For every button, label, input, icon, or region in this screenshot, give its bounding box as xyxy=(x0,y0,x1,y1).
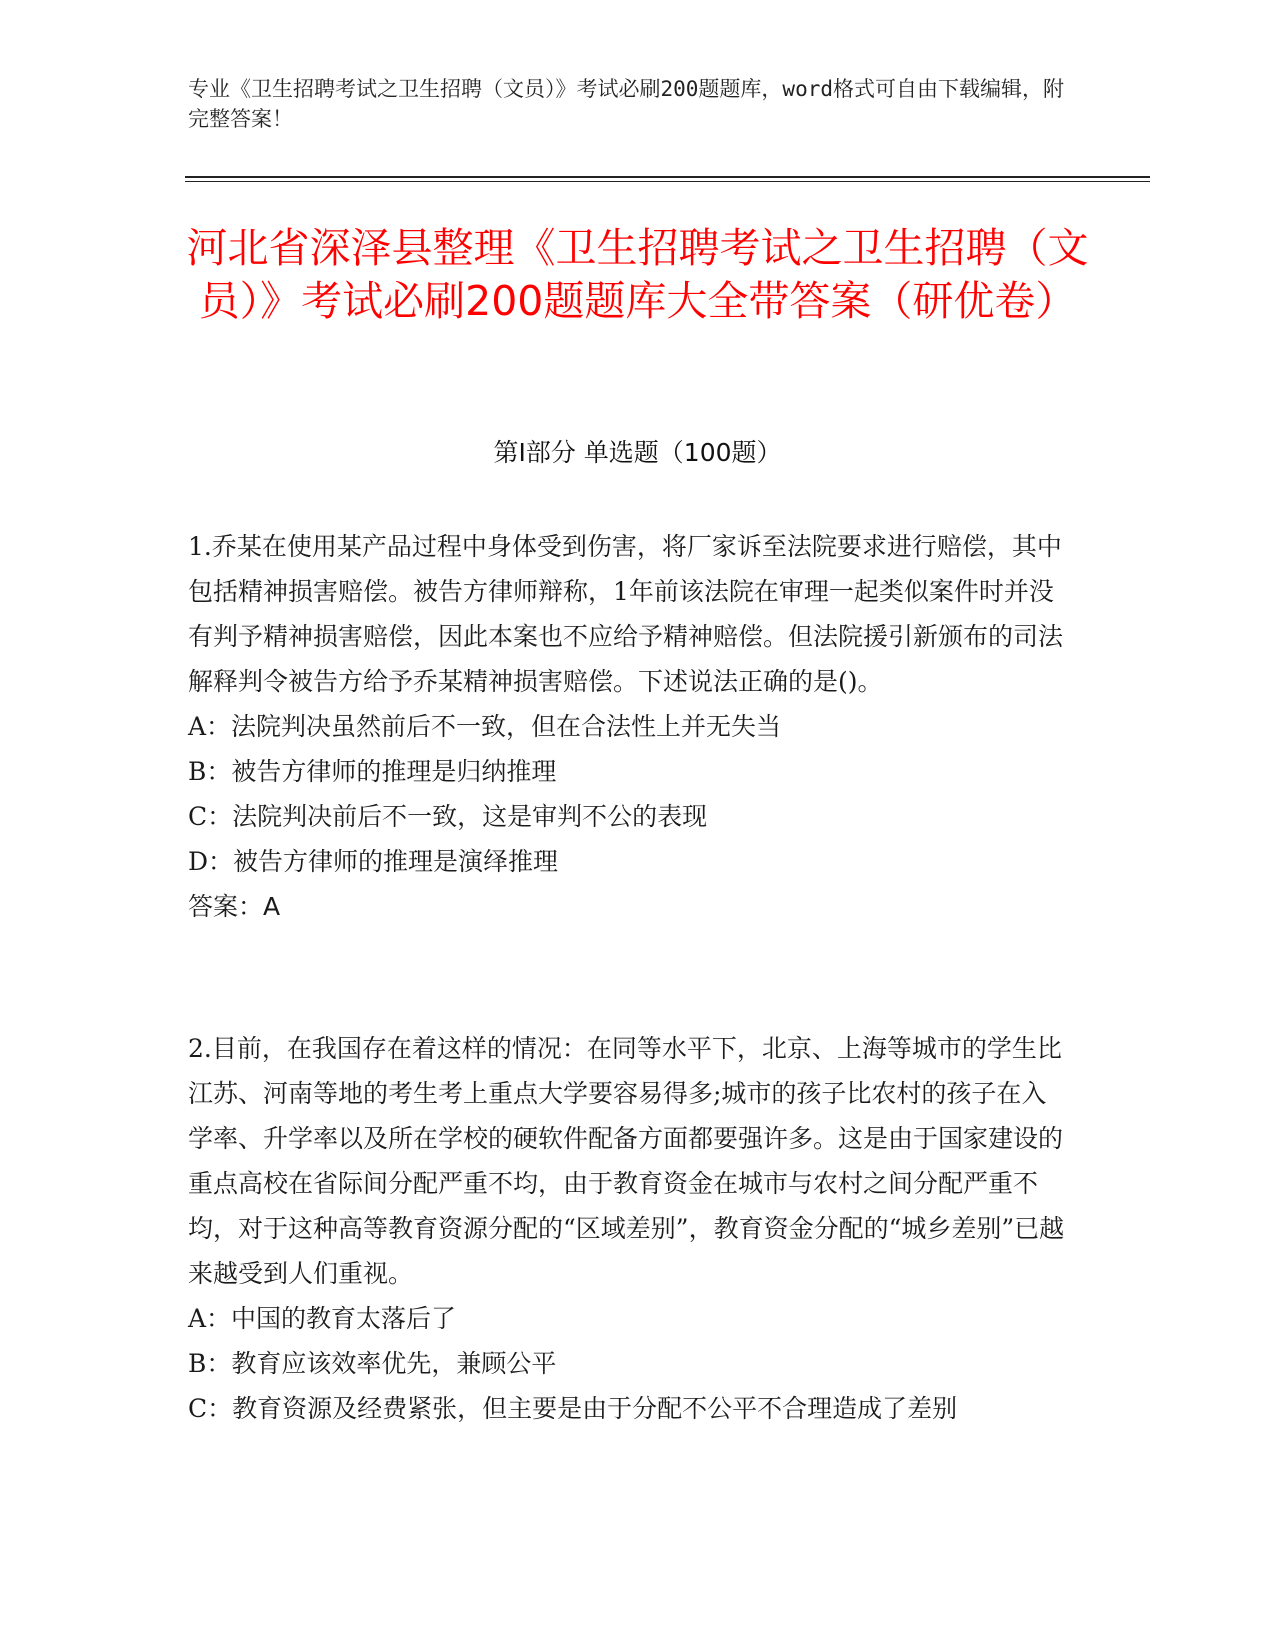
option-b: B：被告方律师的推理是归纳推理 xyxy=(188,757,557,786)
question-2 xyxy=(188,1026,1068,1431)
header-note: 专业《卫生招聘考试之卫生招聘（文员）》考试必刷200题题库，word格式可自由下载编辑，附完整答案！ xyxy=(188,77,1064,131)
option-c: C：教育资源及经费紧张，但主要是由于分配不公平不合理造成了差别 xyxy=(188,1394,958,1423)
header-divider-thin xyxy=(185,181,1150,182)
option-c: C：法院判决前后不一致，这是审判不公的表现 xyxy=(188,802,708,831)
option-b: B：教育应该效率优先，兼顾公平 xyxy=(188,1349,557,1378)
option-a: A：法院判决虽然前后不一致，但在合法性上并无失当 xyxy=(188,712,782,741)
question-1 xyxy=(188,524,1068,929)
option-a: A：中国的教育太落后了 xyxy=(188,1304,457,1333)
document-title: 河北省深泽县整理《卫生招聘考试之卫生招聘（文员）》考试必刷200题题库大全带答案（研优卷） xyxy=(186,224,1089,325)
question-stem: 2.目前，在我国存在着这样的情况：在同等水平下，北京、上海等城市的学生比江苏、河南等地的考生考上重点大学要容易得多;城市的孩子比农村的孩子在入学率、升学率以及所在学校的硬软件配备方面都要强许多。这是由于国家建设的重点高校在省际间分配严重不均，由于教育资金在城市与农村之间分配严重不均，对于这种高等教育资源分配的“区域差别”，教育资金分配的“城乡差别”已越来越受到人们重视。 xyxy=(188,1034,1065,1288)
header-divider-thick xyxy=(185,176,1150,178)
answer-label: 答案：A xyxy=(188,892,281,921)
question-stem: 1.乔某在使用某产品过程中身体受到伤害，将厂家诉至法院要求进行赔偿，其中包括精神损害赔偿。被告方律师辩称，1年前该法院在审理一起类似案件时并没有判予精神损害赔偿，因此本案也不应给予精神赔偿。但法院援引新颁布的司法解释判令被告方给予乔某精神损害赔偿。下述说法正确的是()。 xyxy=(188,532,1064,696)
section-heading: 第Ⅰ部分 单选题（100题） xyxy=(493,438,782,467)
option-d: D：被告方律师的推理是演绎推理 xyxy=(188,847,559,876)
